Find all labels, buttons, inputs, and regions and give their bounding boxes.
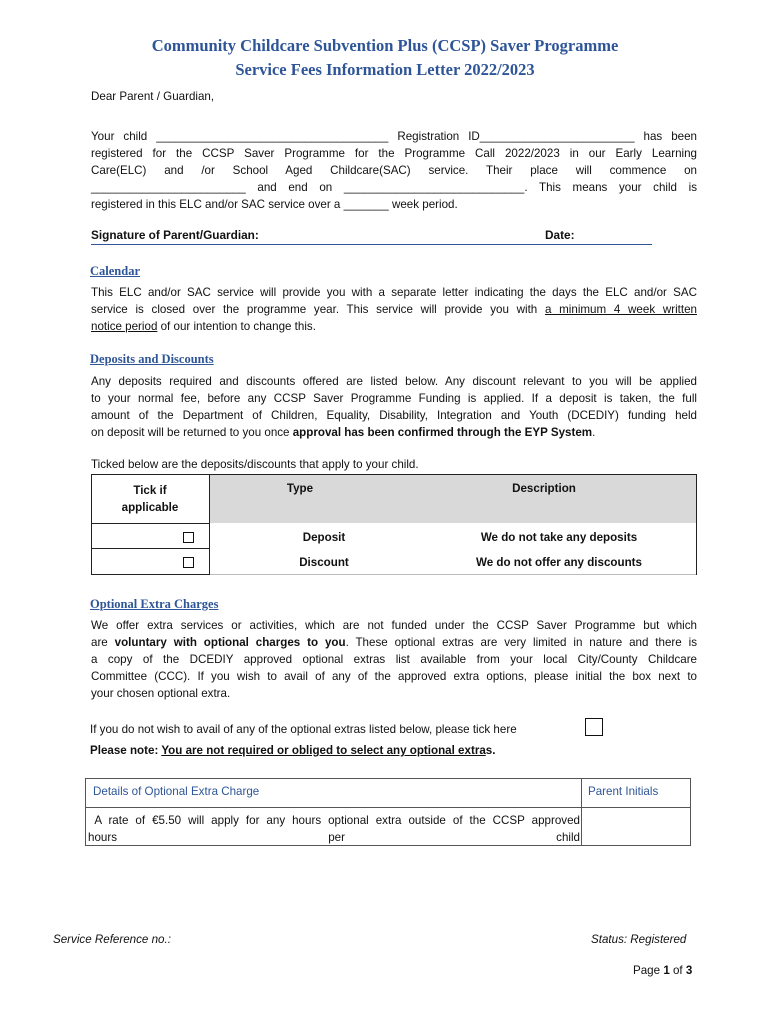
discount-checkbox[interactable] [183,557,194,568]
calendar-paragraph [91,284,697,335]
date-label: Date: [545,228,575,242]
col-type-header: Type [286,482,314,495]
deposits-text: . [592,426,596,439]
table-border [91,523,209,524]
optional-extra-row [88,812,580,846]
signature-label: Signature of Parent/Guardian: [91,228,259,242]
deposits-table [91,474,697,575]
page-subtitle: Service Fees Information Letter 2022/2023 [235,60,535,79]
optional-extra-detail: hours per child [88,831,580,844]
voluntary-emphasis: voluntary with optional charges to you [114,636,346,649]
no-extras-text: If you do not wish to avail of any of the optional extras listed below, please tick here [90,723,517,736]
col-tick-header [91,482,209,516]
optional-text: are [91,636,115,649]
col-tick-header-line: applicable [121,501,179,514]
col-tick-header-line: Tick if [133,484,167,497]
table-border [91,548,209,549]
notice-period-emphasis: notice period [91,320,158,333]
calendar-line [91,301,697,318]
ticked-intro: Ticked below are the deposits/discounts that apply to your child. [91,458,419,471]
status-text: Status: Registered [591,933,687,946]
row-description: We do not offer any discounts [476,556,642,569]
page-current: 1 [663,964,670,977]
intro-line: registered for the CCSP Saver Programme for the Programme Call 2022/2023 in our Early Learning [91,147,697,160]
notice-period-emphasis: a minimum 4 week written [544,303,697,316]
col-description-header: Description [512,482,576,495]
optional-line: a copy of the DCEDIY approved optional extras list available from your local City/County Childcare [91,653,697,666]
col-details-header: Details of Optional Extra Charge [93,785,260,798]
note-end: s. [485,744,496,757]
no-extras-checkbox[interactable] [585,718,603,736]
row-description: We do not take any deposits [480,531,638,544]
intro-line: Care(ELC) and /or School Aged Childcare(SAC) service. Their place will commence on [91,164,697,177]
please-note [90,744,495,757]
intro-paragraph [91,128,697,213]
page-total: 3 [685,964,693,977]
intro-line: Your child ____________________________________ Registration ID________________________ has been [91,130,697,143]
calendar-heading: Calendar [90,264,140,278]
note-underlined: You are not required or obliged to select any optional extra [161,744,486,757]
optional-paragraph [91,617,697,702]
calendar-line [91,318,697,335]
row-type: Deposit [302,531,346,544]
deposits-line: Any deposits required and discounts offered are listed below. Any discount relevant to you will be applied [91,375,697,388]
calendar-text: of our intention to change this. [157,320,316,333]
eyp-approval-emphasis: approval has been confirmed through the EYP System [292,426,593,439]
page-number [633,964,692,977]
table-border [91,574,209,575]
deposits-line [91,424,697,441]
deposits-text: on deposit will be returned to you once [91,426,293,439]
signature-line[interactable] [91,228,652,245]
page-prefix: Page [633,964,664,977]
intro-line: registered in this ELC and/or SAC service over a _______ week period. [91,198,458,211]
deposits-paragraph [91,373,697,441]
page-title: Community Childcare Subvention Plus (CCSP) Saver Programme [151,36,619,55]
optional-line: We offer extra services or activities, which are not funded under the CCSP Saver Programme but which [91,619,697,632]
optional-line: Committee (CCC). If you wish to avail of any of the approved extra options, please initial the box next to [91,670,697,683]
row-type: Discount [299,556,349,569]
deposits-heading: Deposits and Discounts [90,352,214,366]
note-label: Please note: [90,744,162,757]
deposits-line: amount of the Department of Children, Equality, Disability, Integration and Youth (DCEDIY) funding held [91,409,697,422]
calendar-text: service is closed over the programme year. This service will provide you with [91,303,545,316]
col-initials-header: Parent Initials [588,785,659,798]
deposit-checkbox[interactable] [183,532,194,543]
table-border [209,574,697,575]
optional-text: . These optional extras are very limited in nature and there is [345,636,697,649]
optional-line [91,634,697,651]
optional-line: your chosen optional extra. [91,687,231,700]
optional-heading: Optional Extra Charges [90,597,219,611]
calendar-line: This ELC and/or SAC service will provide you with a separate letter indicating the days the ELC and/or SAC [91,286,697,299]
deposits-line: to your normal fee, before any CCSP Saver Programme Funding is applied. If a deposit is taken, the full [91,392,697,405]
table-border [91,474,697,475]
optional-extra-detail: A rate of €5.50 will apply for any hours optional extra outside of the CCSP approved [88,814,580,827]
service-reference: Service Reference no.: [53,933,171,946]
optional-extras-table [85,778,691,846]
intro-line: ________________________ and end on ____________________________. This means your child is [91,181,697,194]
parent-initials-field[interactable] [582,808,689,845]
page-of: of [669,964,686,977]
salutation: Dear Parent / Guardian, [91,90,215,103]
